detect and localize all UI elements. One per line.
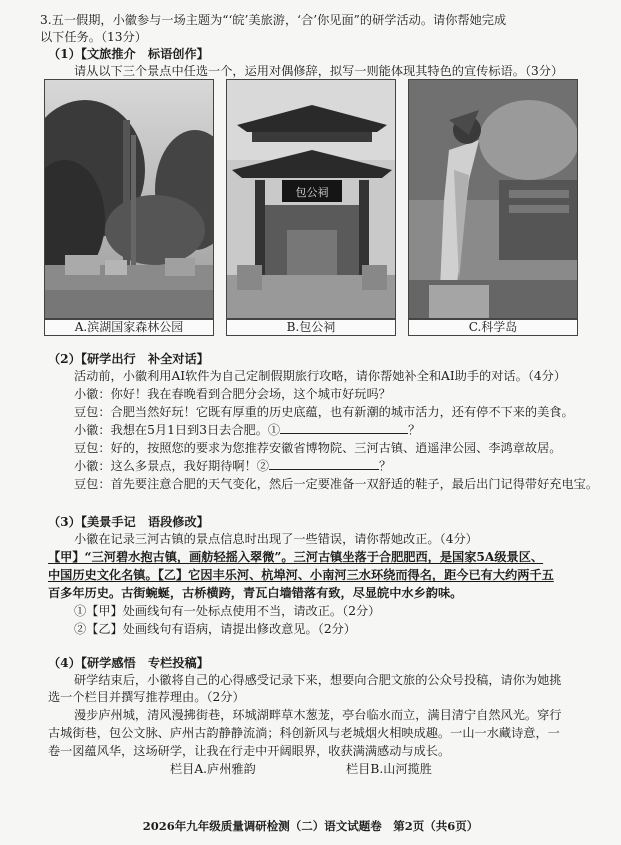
column-option-b: 栏目B.山河揽胜 (346, 762, 432, 776)
dialog-speaker: 豆包： (74, 477, 111, 491)
dialog-suffix: ？ (379, 459, 392, 473)
task-2-heading: （2）【研学出行 补全对话】 (48, 352, 209, 366)
photo-caption-b: B.包公祠 (226, 319, 396, 336)
science-island-photo (408, 79, 578, 319)
dialog-line-6 (74, 477, 598, 493)
dialog-text: 这么多景点，我好期待啊！② (110, 459, 269, 473)
dialog-text: 好的，按照您的要求为您推荐安徽省博物院、三河古镇、逍遥津公园、李鸿章故居。 (110, 441, 562, 455)
passage-line-3: 百多年历史。古街蜿蜒，古桥横跨，青瓦白墙错落有致，尽显皖中水乡韵味。 (48, 586, 463, 600)
dialog-line-1 (74, 387, 391, 403)
dialog-text: 我想在5月1日到3日去合肥。① (110, 423, 281, 437)
essay-line-1: 漫步庐州城，清风漫拂街巷，环城湖畔草木葱茏，亭台临水而立，满目清宁自然风光。穿行 (74, 708, 562, 722)
dialog-speaker: 小徽： (74, 387, 111, 401)
dialog-line-5 (74, 459, 391, 475)
dialog-line-4 (74, 441, 562, 457)
task-3-instruction: 小徽在记录三河古镇的景点信息时出现了一些错误，请你帮她改正。（4分） (74, 532, 478, 546)
answer-blank-1[interactable] (280, 423, 408, 434)
dialog-suffix: ？ (408, 423, 421, 437)
subquestion-1: ①【甲】处画线句有一处标点使用不当，请改正。（2分） (74, 604, 381, 618)
task-2-instruction: 活动前，小徽利用AI软件为自己定制假期旅行攻略，请你帮她补全和AI助手的对话。（4分） (74, 369, 567, 383)
memorial-gate-photo (226, 79, 396, 319)
passage-line-1: 【甲】“三河碧水抱古镇，画舫轻摇入翠微”。三河古镇坐落于合肥肥西，是国家5A级景区、 (48, 550, 544, 564)
photo-caption-a: A.滨湖国家森林公园 (44, 319, 214, 336)
dialog-line-2 (74, 405, 574, 421)
photo-caption-c: C.科学岛 (408, 319, 578, 336)
dialog-text: 合肥当然好玩！它既有厚重的历史底蕴，也有新潮的城市活力，还有停不下来的美食。 (110, 405, 574, 419)
dialog-speaker: 豆包： (74, 441, 111, 455)
dialog-text: 你好！我在春晚看到合肥分会场，这个城市好玩吗？ (110, 387, 391, 401)
task-4-instruction-line-1: 研学结束后，小徽将自己的心得感受记录下来，想要向合肥文旅的公众号投稿，请你为她挑 (74, 673, 562, 687)
essay-line-2: 古城街巷，包公文脉、庐州古韵静静流淌；科创新风与老城烟火相映成趣。一山一水藏诗意，一 (48, 726, 560, 740)
task-3-heading: （3）【美景手记 语段修改】 (48, 515, 209, 529)
answer-blank-2[interactable] (269, 459, 379, 470)
dialog-line-3 (74, 423, 420, 439)
task-1-instruction: 请从以下三个景点中任选一个，运用对偶修辞，拟写一则能体现其特色的宣传标语。（3分） (74, 64, 564, 78)
question-3-intro-line-1: 3.五一假期，小徽参与一场主题为“‘皖’美旅游，‘合’你见面”的研学活动。请你帮她完成 (40, 13, 507, 27)
dialog-text: 首先要注意合肥的天气变化，然后一定要准备一双舒适的鞋子，最后出门记得带好充电宝。 (110, 477, 599, 491)
column-option-a: 栏目A.庐州雅韵 (170, 762, 256, 776)
task-1-heading: （1）【文旅推介 标语创作】 (48, 47, 209, 61)
task-4-heading: （4）【研学感悟 专栏投稿】 (48, 656, 209, 670)
memorial-plaque-text: 包公祠 (295, 186, 329, 199)
dialog-speaker: 小徽： (74, 459, 111, 473)
forest-park-photo (44, 79, 214, 319)
dialog-speaker: 豆包： (74, 405, 111, 419)
question-3-intro-line-2: 以下任务。（13分） (40, 30, 147, 44)
dialog-speaker: 小徽： (74, 423, 111, 437)
subquestion-2: ②【乙】处画线句有语病，请提出修改意见。（2分） (74, 622, 356, 636)
essay-line-3: 卷一図蕴风华，这场研学，让我在行走中开阔眼界，收获满满感动与成长。 (48, 744, 451, 758)
task-4-instruction-line-2: 选一个栏目并撰写推荐理由。（2分） (48, 690, 245, 704)
passage-line-2: 中国历史文化名镇。【乙】它因丰乐河、杭埠河、小南河三水环绕而得名，距今已有大约两千五 (48, 568, 554, 582)
page-footer: 2026年九年级质量调研检测（二）语文试题卷 第2页（共6页） (142, 819, 479, 833)
